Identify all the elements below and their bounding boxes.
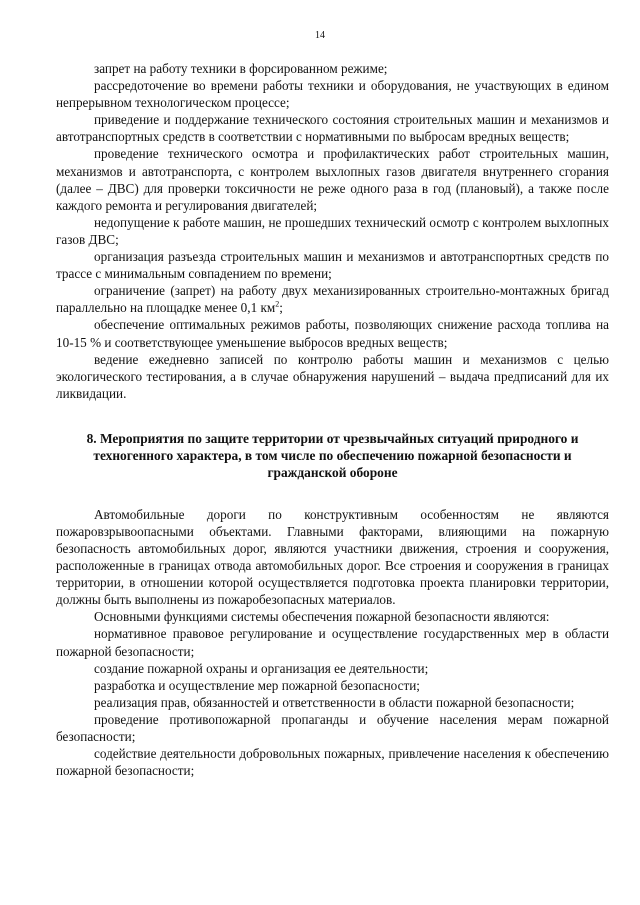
paragraph: Автомобильные дороги по конструктивным особенностям не являются пожаровзрывоопасными объектами. Главными факторами, влияющими на пожарную безопасность автомобильных дорог, являются участники движения, строения и сооружения, расположенные в границах отвода автомобильных дорог. Все строения и сооружения в границах территории, в отношении которой осуществляется подготовка проекта планировки территории, должны быть выполнены из пожаробезопасных материалов.: [56, 506, 609, 608]
paragraph: приведение и поддержание технического состояния строительных машин и механизмов и автотранспортных средств в соответствии с нормативными по выбросам вредных веществ;: [56, 112, 609, 145]
paragraph-restriction: [56, 282, 609, 316]
paragraph: создание пожарной охраны и организация ее деятельности;: [94, 660, 429, 676]
paragraph: Основными функциями системы обеспечения пожарной безопасности являются:: [94, 609, 550, 625]
paragraph: нормативное правовое регулирование и осуществление государственных мер в области пожарной безопасности;: [56, 626, 609, 659]
paragraph: ведение ежедневно записей по контролю работы машин и механизмов с целью экологического тестирования, а в случае обнаружения нарушений – выдача предписаний для их ликвидации.: [56, 351, 609, 401]
paragraph: содействие деятельности добровольных пожарных, привлечение населения к обеспечению пожарной безопасности;: [56, 746, 609, 779]
paragraph: рассредоточение во времени работы техники и оборудования, не участвующих в едином непрерывном технологическом процессе;: [56, 78, 609, 111]
restriction-text: ограничение (запрет) на работу двух механизированных строительно-монтажных бригад параллельно на площадке менее 0,1 км: [56, 283, 609, 316]
superscript: 2: [275, 299, 280, 309]
paragraph: проведение противопожарной пропаганды и обучение населения мерам пожарной безопасности;: [56, 711, 609, 744]
restriction-tail: ;: [279, 300, 283, 316]
paragraph: недопущение к работе машин, не прошедших технический осмотр с контролем выхлопных газов ДВС;: [56, 214, 609, 247]
paragraph: проведение технического осмотра и профилактических работ строительных машин, механизмов и автотранспорта, с контролем выхлопных газов двигателя внутреннего сгорания (далее – ДВС) для проверки токсичности не реже одного раза в год (плановый), а также после каждого ремонта и регулирования двигателей;: [56, 146, 609, 213]
section-heading: 8. Мероприятия по защите территории от чрезвычайных ситуаций природного и техногенного характера, в том числе по обеспечению пожарной безопасности и гражданской обороне: [86, 430, 579, 481]
document-body: [56, 60, 609, 779]
paragraph: организация разъезда строительных машин и механизмов и автотранспортных средств по трассе с минимальным совпадением по времени;: [56, 249, 609, 282]
paragraph: реализация прав, обязанностей и ответственности в области пожарной безопасности;: [94, 694, 575, 710]
paragraph: обеспечение оптимальных режимов работы, позволяющих снижение расхода топлива на 10-15 % и соответствующее уменьшение выбросов вредных веществ;: [56, 317, 609, 350]
paragraph: разработка и осуществление мер пожарной безопасности;: [94, 677, 420, 693]
page-number: 14: [315, 30, 325, 41]
paragraph: запрет на работу техники в форсированном режиме;: [94, 61, 388, 76]
